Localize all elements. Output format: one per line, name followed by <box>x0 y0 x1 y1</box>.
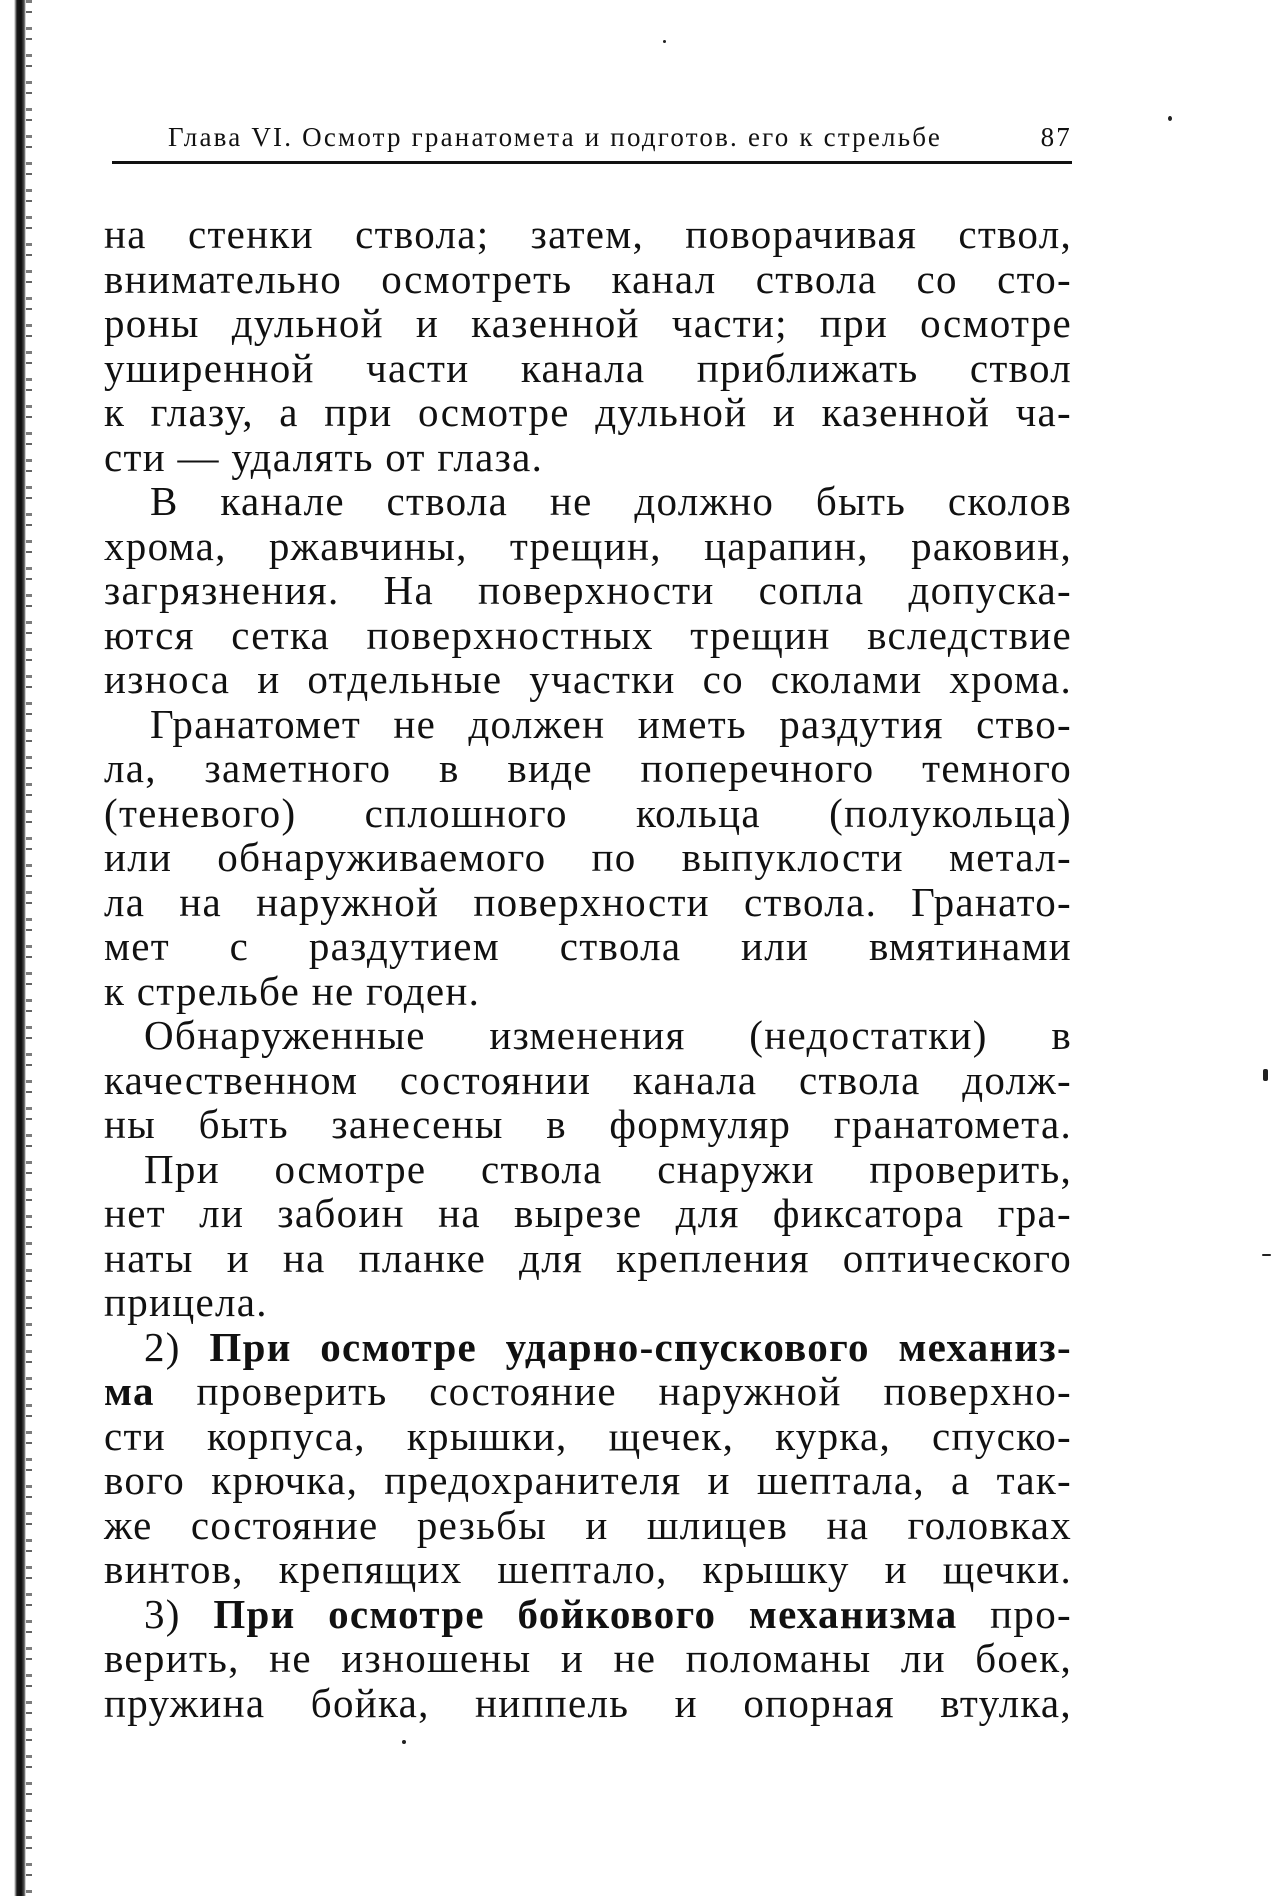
text-line: мет с раздутием ствола или вмятинами <box>104 923 1072 969</box>
chapter-title: Глава VI. Осмотр гранатомета и подготов. его к стрельбе <box>168 122 942 152</box>
print-speck <box>1168 116 1172 121</box>
print-speck <box>402 1740 406 1744</box>
text-line: же состояние резьбы и шлицев на головках <box>104 1501 1072 1548</box>
paragraph-start-line: Обнаруженные изменения (недостатки) в <box>144 1012 1072 1058</box>
text-line: ла на наружной поверхности ствола. Гранато- <box>104 878 1072 925</box>
print-speck <box>663 40 666 43</box>
text-line: верить, не изношены и не поломаны ли боек, <box>104 1635 1072 1681</box>
item-2-bold-heading: При осмотре ударно-спускового механиз- <box>209 1323 1072 1370</box>
body-text <box>104 212 1072 1725</box>
text-line: сти — удалять от глаза. <box>104 433 544 480</box>
paragraph-start-line: В канале ствола не должно быть сколов <box>150 478 1072 524</box>
text-line: хрома, ржавчины, трещин, царапин, раковин, <box>104 522 1072 569</box>
paragraph-start-line: Гранатомет не должен иметь раздутия ство- <box>150 700 1072 747</box>
item-2-heading-line <box>104 1325 1072 1370</box>
text-line: износа и отдельные участки со сколами хрома. <box>104 656 1072 702</box>
text-line: винтов, крепящих шептало, крышку и щечки. <box>104 1546 1072 1592</box>
text-line: ла, заметного в виде поперечного темного <box>104 745 1072 791</box>
text-line: на стенки ствола; затем, поворачивая ствол, <box>104 211 1072 257</box>
item-2-text: проверить состояние наружной поверхно- <box>154 1368 1072 1414</box>
text-line: ются сетка поверхностных трещин вследствие <box>104 611 1072 658</box>
text-line: качественном состоянии канала ствола долж- <box>104 1056 1072 1103</box>
text-line: наты и на планке для крепления оптического <box>104 1234 1072 1281</box>
text-line: пружина бойка, ниппель и опорная втулка, <box>104 1679 1072 1726</box>
text-line: ны быть занесены в формуляр гранатомета. <box>104 1101 1072 1147</box>
text-line: сти корпуса, крышки, щечек, курка, спуско- <box>104 1412 1072 1459</box>
page-number: 87 <box>1040 122 1072 152</box>
print-speck <box>1263 1069 1268 1081</box>
item-3-text: про- <box>957 1590 1072 1637</box>
print-speck <box>1262 1254 1271 1256</box>
item-2-number: 2) <box>144 1323 181 1370</box>
text-line: уширенной части канала приближать ствол <box>104 344 1072 391</box>
text-line: нет ли забоин на вырезе для фиксатора гра- <box>104 1190 1072 1236</box>
text-line: к глазу, а при осмотре дульной и казенной ча- <box>104 389 1072 435</box>
item-3-heading-line <box>104 1592 1072 1637</box>
text-line <box>104 1369 1072 1414</box>
text-line: к стрельбе не годен. <box>104 967 481 1014</box>
item-3-number: 3) <box>144 1590 181 1637</box>
text-line: прицела. <box>104 1279 268 1325</box>
item-3-bold-heading: При осмотре бойкового механизма <box>213 1590 958 1637</box>
book-spine-edge <box>0 0 40 1896</box>
text-line: (теневого) сплошного кольца (полукольца) <box>104 789 1072 836</box>
paragraph-start-line: При осмотре ствола снаружи проверить, <box>144 1145 1072 1192</box>
text-line: внимательно осмотреть канал ствола со сто- <box>104 255 1072 302</box>
text-line: вого крючка, предохранителя и шептала, а так- <box>104 1457 1072 1503</box>
item-2-bold-heading-end: ма <box>104 1368 155 1414</box>
text-line: или обнаруживаемого по выпуклости метал- <box>104 834 1072 880</box>
text-line: роны дульной и казенной части; при осмотре <box>104 300 1072 346</box>
header-rule <box>112 161 1072 164</box>
text-line: загрязнения. На поверхности сопла допуска- <box>104 567 1072 613</box>
